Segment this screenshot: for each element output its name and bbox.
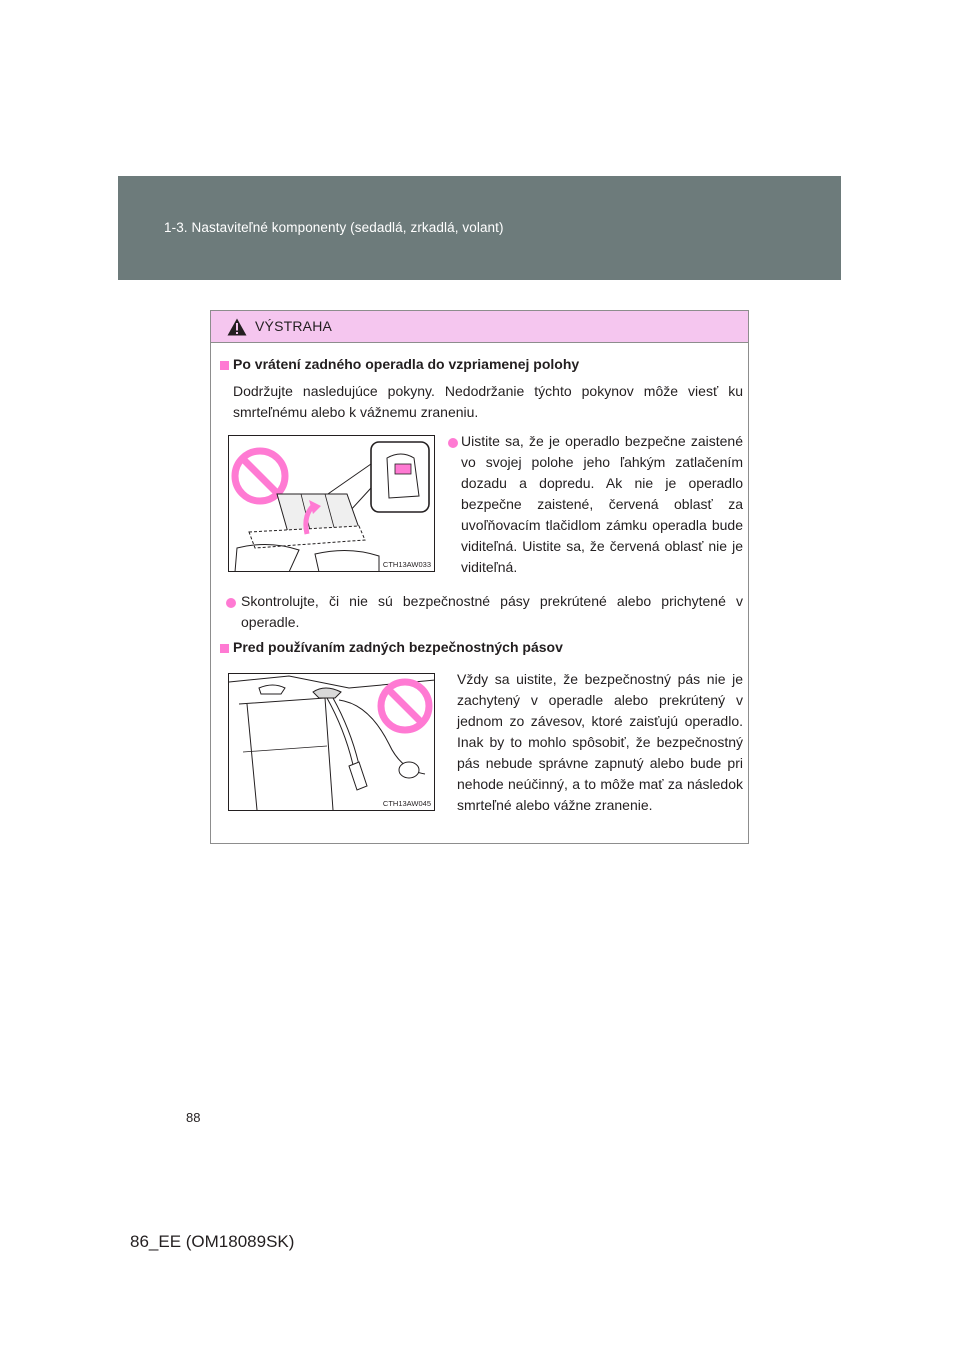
list-bullet-dot xyxy=(226,598,236,608)
section-bullet-square xyxy=(220,644,229,653)
section-bullet-1: Uistite sa, že je operadlo bezpečne zaistené vo svojej polohe jeho ľahkým zatlačením dozadu a dopredu. Ak nie je operadlo bezpečne zaistené, červená oblasť za uvoľňovacím tlačidlom zámku operadla bude viditeľná. Uistite sa, že červená oblasť nie je viditeľná. xyxy=(461,433,743,575)
section-heading-1: Po vrátení zadného operadla do vzpriamenej polohy xyxy=(233,356,580,372)
warning-triangle-icon xyxy=(227,318,247,336)
figure-seatback-lock xyxy=(228,435,435,572)
section-bullet-2: Skontrolujte, či nie sú bezpečnostné pásy prekrútené alebo prichytené v operadle. xyxy=(241,593,743,630)
figure-seatbelt-check xyxy=(228,673,435,811)
seatback-lock-illustration xyxy=(229,436,435,572)
list-bullet-dot xyxy=(448,438,458,448)
figure-code: CTH13AW033 xyxy=(382,560,431,569)
figure-code: CTH13AW045 xyxy=(382,799,431,808)
seatbelt-illustration xyxy=(229,674,435,811)
section-intro-1: Dodržujte nasledujúce pokyny. Nedodržanie týchto pokynov môže viesť ku smrteľnému alebo k vážnemu zraneniu. xyxy=(233,383,743,420)
warning-title: VÝSTRAHA xyxy=(255,318,333,334)
footer-code: 86_EE (OM18089SK) xyxy=(130,1232,295,1251)
warning-box xyxy=(210,310,749,844)
section-bullet-square xyxy=(220,361,229,370)
warning-header xyxy=(211,311,748,343)
section-title: 1-3. Nastaviteľné komponenty (sedadlá, zrkadlá, volant) xyxy=(164,220,504,235)
section-header-band xyxy=(118,176,841,280)
page-number: 88 xyxy=(186,1110,201,1125)
section-heading-2: Pred používaním zadných bezpečnostných pásov xyxy=(233,639,563,655)
section-body-2: Vždy sa uistite, že bezpečnostný pás nie je zachytený v operadle alebo prekrútený v jednom zo závesov, ktoré zaisťujú operadlo. Inak by to mohlo spôsobiť, že bezpečnostný pás nebude správne zapnutý alebo bude pri nehode neúčinný, a to môže mať za následok smrteľné alebo vážne zranenie. xyxy=(457,671,743,813)
